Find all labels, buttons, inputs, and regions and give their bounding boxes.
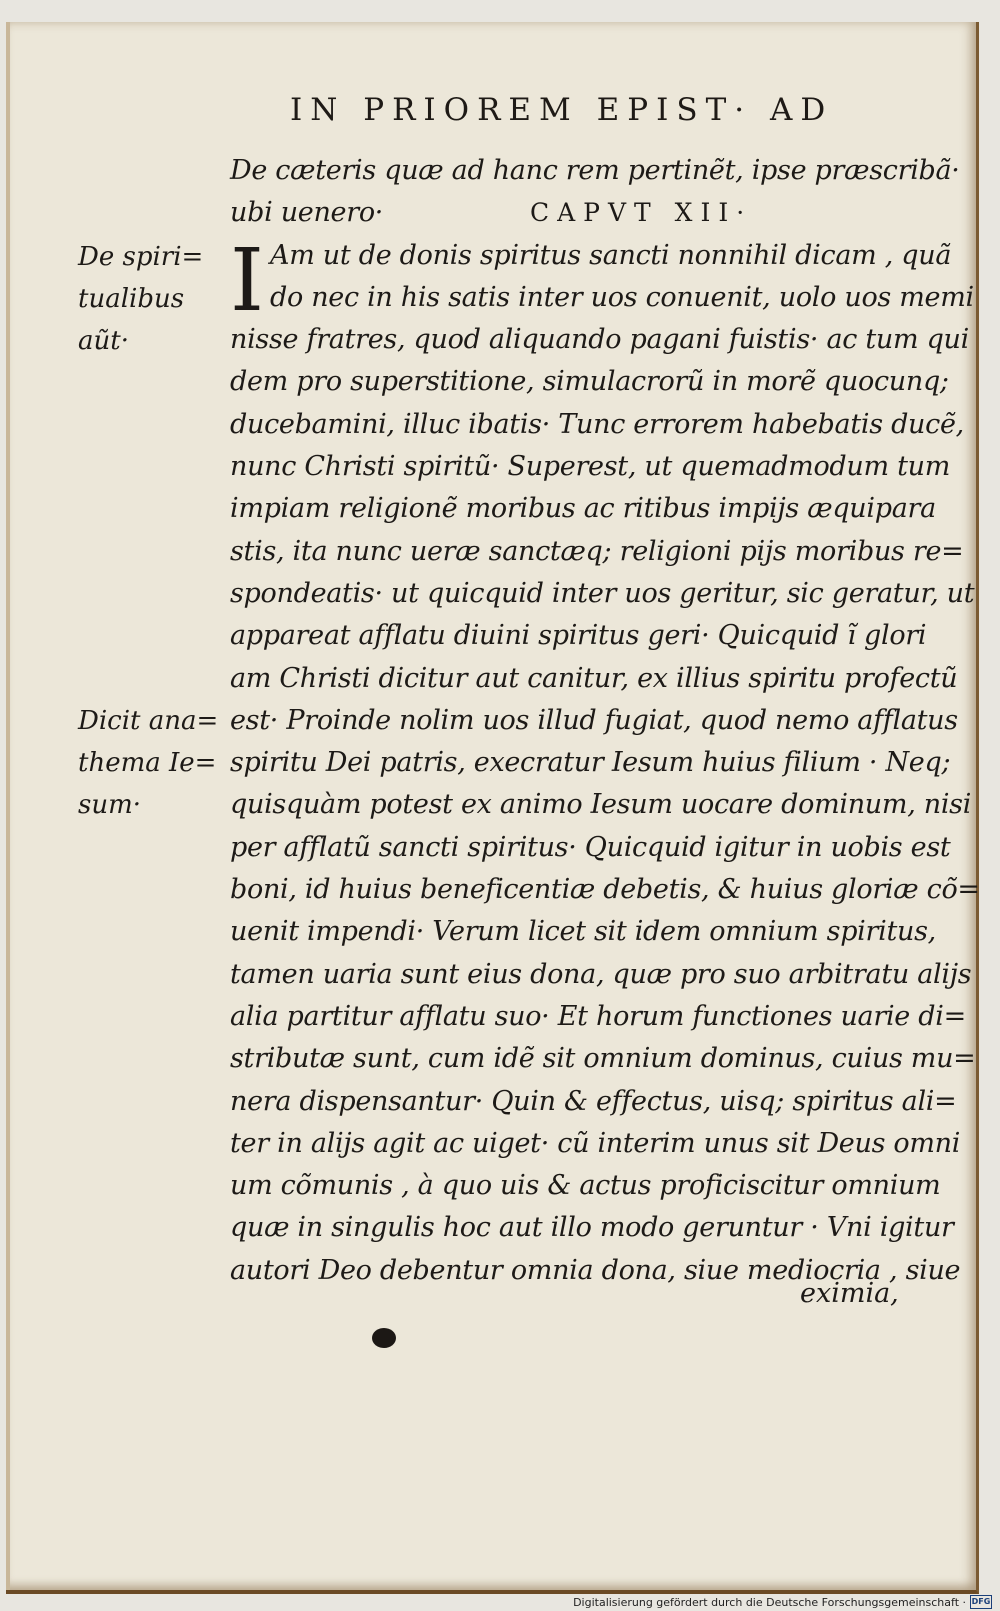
- drop-cap: I: [230, 231, 264, 331]
- text-line: boni, id huius beneficentiæ debetis, & huius gloriæ cõ=: [230, 874, 980, 906]
- margin-note: [78, 236, 203, 362]
- footer-text: Digitalisierung gefördert durch die Deutsche Forschungsgemeinschaft ·: [573, 1595, 966, 1609]
- text-line: est· Proinde nolim uos illud fugiat, quod nemo afflatus: [230, 704, 958, 736]
- ink-blot: [372, 1328, 396, 1348]
- text-line: quisquàm potest ex animo Iesum uocare dominum, nisi: [230, 789, 972, 821]
- margin-note: [78, 700, 218, 826]
- text-line: spondeatis· ut quicquid inter uos geritur, sic geratur, ut: [230, 577, 975, 609]
- text-line: um cõmunis , à quo uis & actus proficiscitur omnium: [230, 1170, 941, 1202]
- text-line: spiritu Dei patris, execratur Iesum huius filium · Neq;: [230, 747, 951, 779]
- chapter-heading: CAPVT XII·: [530, 198, 753, 228]
- catchword: eximia,: [800, 1278, 899, 1309]
- text-line: De cæteris quæ ad hanc rem pertinẽt, ipse præscribã·: [230, 155, 960, 186]
- margin-note-line: thema Ie=: [78, 748, 217, 778]
- text-line: [230, 192, 950, 234]
- text-line: tamen uaria sunt eius dona, quæ pro suo arbitratu alijs: [230, 958, 972, 990]
- text-line: am Christi dicitur aut canitur, ex illius spiritu profectũ: [230, 662, 958, 694]
- text-line: alia partitur afflatu suo· Et horum functiones uarie di=: [230, 1000, 966, 1032]
- digitization-footer: [573, 1595, 992, 1609]
- text-line: Am ut de donis spiritus sancti nonnihil dicam , quã: [270, 239, 952, 271]
- text-line-content: ubi uenero·: [230, 197, 384, 229]
- text-line: per afflatũ sancti spiritus· Quicquid igitur in uobis est: [230, 831, 951, 863]
- text-line: do nec in his satis inter uos conuenit, uolo uos memi: [270, 281, 974, 313]
- dfg-logo-icon: DFG: [970, 1595, 992, 1609]
- running-head: IN PRIOREM EPIST· AD: [290, 92, 834, 128]
- text-line: uenit impendi· Verum licet sit idem omnium spiritus,: [230, 916, 936, 948]
- text-line: nera dispensantur· Quin & effectus, uisq; spiritus ali=: [230, 1085, 957, 1117]
- text-line: ter in alijs agit ac uiget· cũ interim unus sit Deus omni: [230, 1127, 961, 1159]
- text-line: autori Deo debentur omnia dona, siue mediocria , siue: [230, 1254, 961, 1286]
- text-line: nisse fratres, quod aliquando pagani fuistis· ac tum qui: [230, 324, 969, 356]
- margin-note-line: De spiri=: [78, 242, 204, 272]
- margin-note-line: tualibus: [78, 284, 185, 314]
- margin-note-line: aũt·: [78, 326, 129, 356]
- text-line: appareat afflatu diuini spiritus geri· Quicquid ĩ glori: [230, 620, 927, 652]
- text-line: stributæ sunt, cum idẽ sit omnium dominus, cuius mu=: [230, 1043, 976, 1075]
- text-line: dem pro superstitione, simulacrorũ in morẽ quocunq;: [230, 366, 949, 398]
- text-line: stis, ita nunc ueræ sanctæq; religioni pijs moribus re=: [230, 535, 964, 567]
- text-line: nunc Christi spiritũ· Superest, ut quemadmodum tum: [230, 451, 951, 483]
- margin-note-line: sum·: [78, 790, 142, 820]
- text-line: impiam religionẽ moribus ac ritibus impijs æquipara: [230, 493, 936, 525]
- main-text-block: [230, 150, 980, 1292]
- text-line: quæ in singulis hoc aut illo modo geruntur · Vni igitur: [230, 1212, 954, 1244]
- text-line: ducebamini, illuc ibatis· Tunc errorem habebatis ducẽ,: [230, 408, 964, 440]
- margin-note-line: Dicit ana=: [78, 706, 219, 736]
